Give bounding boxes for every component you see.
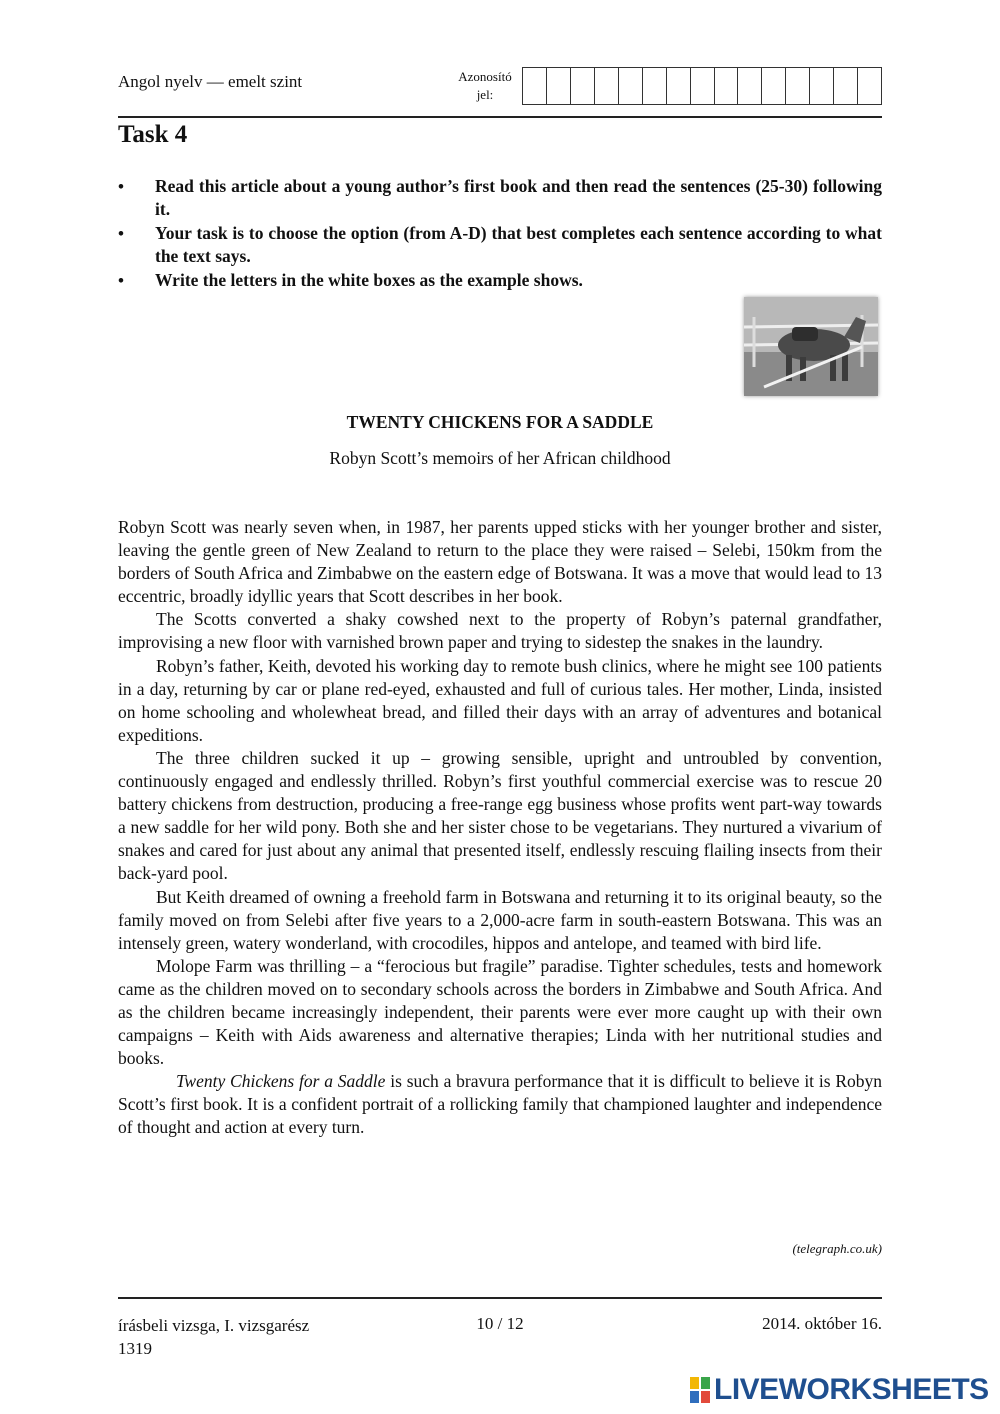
id-box (547, 68, 571, 104)
id-box (715, 68, 739, 104)
liveworksheets-brand[interactable] (690, 1374, 989, 1406)
id-box (762, 68, 786, 104)
article-paragraph: The Scotts converted a shaky cowshed next to the property of Robyn’s paternal grandfather, improvising a new floor with varnished brown paper and trying to sidestep the snakes in the laundry. (118, 609, 882, 653)
article-title: TWENTY CHICKENS FOR A SADDLE (346, 412, 654, 432)
id-label (440, 68, 530, 104)
instruction-item: • Read this article about a young author’s first book and then read the sentences (25-30) following it. (118, 175, 882, 221)
id-box (619, 68, 643, 104)
id-box (738, 68, 762, 104)
instruction-item: • Write the letters in the white boxes as the example shows. (118, 269, 882, 292)
id-box (786, 68, 810, 104)
instruction-item: • Your task is to choose the option (from A-D) that best completes each sentence according to what the text says. (118, 222, 882, 268)
footer-code: 1319 (118, 1339, 152, 1358)
id-label-line2: jel: (476, 87, 494, 102)
article-paragraph: Robyn’s father, Keith, devoted his working day to remote bush clinics, where he might see 100 patients in a day, returning by car or plane red-eyed, exhausted and full of curious tales. Her mother, Linda, insisted on home schooling and wholewheat bread, and filled their days with an array of adventures and botanical expeditions. (118, 655, 882, 745)
footer-left (118, 1314, 309, 1360)
exam-date: 2014. október 16. (762, 1314, 882, 1333)
brand-name: LIVEWORKSHEETS (714, 1373, 989, 1406)
article-paragraph-rest: is such a bravura performance that it is difficult to believe it is Robyn Scott’s first book. It is a confident portrait of a rollicking family that championed laughter and independence of thought and action at every turn. (118, 1071, 882, 1138)
liveworksheets-logo-icon (690, 1377, 710, 1403)
id-box (523, 68, 547, 104)
book-title: Twenty Chickens for a Saddle (176, 1071, 386, 1092)
pony-photo (744, 297, 878, 396)
id-box (643, 68, 667, 104)
footer-rule (118, 1297, 882, 1299)
page-number: 10 / 12 (476, 1314, 524, 1333)
header-rule (118, 116, 882, 118)
id-box (858, 68, 881, 104)
article-subtitle: Robyn Scott’s memoirs of her African childhood (329, 448, 671, 468)
article-paragraph (118, 1070, 882, 1139)
id-box (834, 68, 858, 104)
id-box (810, 68, 834, 104)
task-title: Task 4 (118, 121, 188, 148)
article-paragraph: But Keith dreamed of owning a freehold farm in Botswana and returning it to its original beauty, so the family moved on from Selebi after five years to a 2,000-acre farm in south-eastern Botswana. This was an intensely green, watery wonderland, with crocodiles, hippos and antelope, and teamed with bird life. (118, 886, 882, 953)
article-paragraph: The three children sucked it up – growing sensible, upright and untroubled by convention, continuously engaged and endlessly thrilled. Robyn’s first youthful commercial exercise was to rescue 20 battery chickens from destruction, producing a free-range egg business whose profits went part-way towards a new saddle for her wild pony. Both she and her sister chose to be vegetarians. They nurtured a vivarium of snakes and cared for just about any animal that presented itself, endlessly rescuing flailing insects from their back-yard pool. (118, 747, 882, 884)
id-box (595, 68, 619, 104)
id-box (571, 68, 595, 104)
article-paragraph: Molope Farm was thrilling – a “ferocious but fragile” paradise. Tighter schedules, tests and homework came as the children moved on to secondary schools across the borders in Zimbabwe and South Africa. And as the children became increasingly independent, their parents were ever more caught up with their own campaigns – Keith with Aids awareness and alternative therapies; Linda with her nutritional studies and books. (118, 955, 882, 1069)
footer-exam: írásbeli vizsga, I. vizsgarész (118, 1316, 310, 1335)
article-body (118, 516, 882, 1140)
pony-icon (744, 297, 878, 396)
id-box (691, 68, 715, 104)
article-source: (telegraph.co.uk) (792, 1241, 882, 1256)
instruction-list (118, 175, 882, 293)
id-box (667, 68, 691, 104)
exam-subject: Angol nyelv — emelt szint (118, 72, 303, 91)
article-paragraph: Robyn Scott was nearly seven when, in 1987, her parents upped sticks with her younger brother and sister, leaving the gentle green of New Zealand to return to the place they were raised – Selebi, 150km from the borders of South Africa and Zimbabwe on the eastern edge of Botswana. It was a move that would lead to 13 eccentric, broadly idyllic years that Scott describes in her book. (118, 517, 882, 607)
id-boxes (522, 67, 882, 105)
id-label-line1: Azonosító (458, 69, 512, 84)
